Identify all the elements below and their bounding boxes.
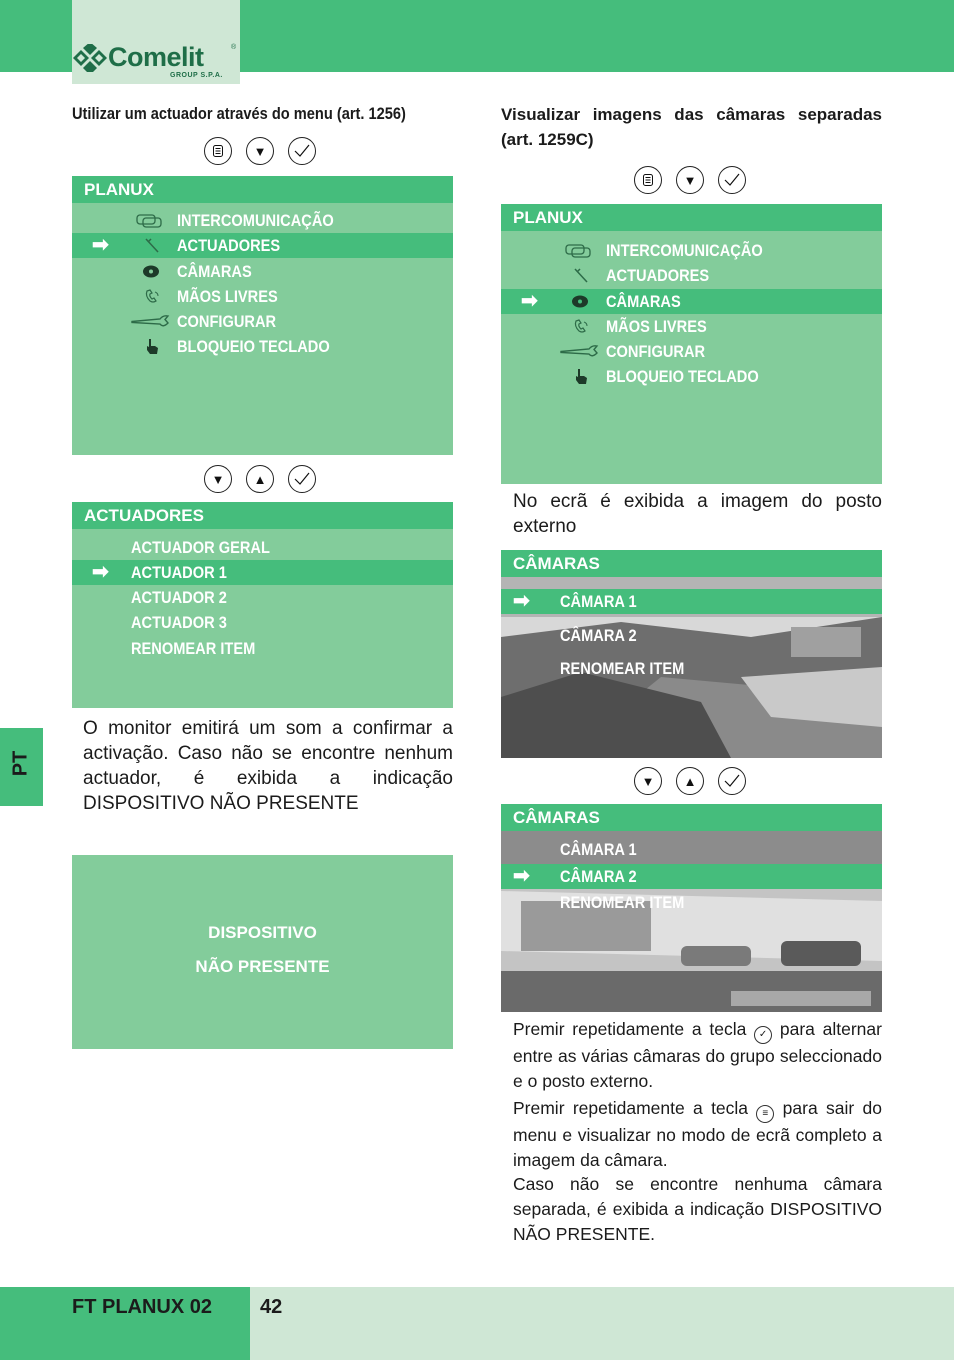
down-key-icon: ▼ <box>246 137 274 165</box>
menu-item-camaras[interactable]: CÂMARAS <box>72 259 453 284</box>
menu-title: PLANUX <box>72 176 453 203</box>
menu-key-icon: ≡ <box>756 1105 774 1123</box>
wrench-icon <box>559 343 601 360</box>
camera-icon <box>142 263 160 280</box>
down-key-icon: ▼ <box>204 465 232 493</box>
hand-pointer-icon <box>144 338 162 355</box>
menu-item-renomear[interactable]: RENOMEAR ITEM <box>560 893 685 912</box>
selection-arrow-icon: ➡ <box>92 234 109 256</box>
logo-registered: ® <box>231 44 237 51</box>
ok-key-icon <box>288 465 316 493</box>
menu-item-camara-2[interactable]: ➡ CÂMARA 2 <box>501 864 882 889</box>
selection-arrow-icon: ➡ <box>92 561 109 583</box>
actuator-icon <box>144 237 162 254</box>
left-keys-2 <box>204 465 316 493</box>
menu-item-camara-1[interactable]: ➡ CÂMARA 1 <box>501 589 882 614</box>
menu-item-actuador-3[interactable]: ACTUADOR 3 <box>131 613 227 632</box>
right-paragraph-2: Premir repetidamente a tecla ≡ para sair do menu e visualizar no modo de ecrã completo a imagem da câmara. <box>513 1098 882 1170</box>
ok-key-icon <box>718 767 746 795</box>
handsfree-icon <box>573 318 591 335</box>
footer-doc-code: FT PLANUX 02 <box>72 1296 213 1318</box>
right-menu-screen <box>501 204 882 484</box>
camera-menu-title: CÂMARAS <box>501 804 882 831</box>
menu-title: ACTUADORES <box>72 502 453 529</box>
intercom-icon <box>565 242 591 259</box>
notice-line-1: DISPOSITIVO <box>208 923 317 942</box>
logo-mark-icon <box>73 44 107 72</box>
intercom-icon <box>136 212 162 229</box>
menu-item-actuador-1[interactable]: ➡ ACTUADOR 1 <box>72 560 453 585</box>
ok-key-icon <box>288 137 316 165</box>
actuator-icon <box>573 267 591 284</box>
menu-item-intercom[interactable]: INTERCOMUNICAÇÃO <box>501 238 882 263</box>
selection-arrow-icon: ➡ <box>521 290 538 312</box>
menu-item-configurar[interactable]: CONFIGURAR <box>72 309 453 334</box>
up-key-icon: ▲ <box>246 465 274 493</box>
right-heading: Visualizar imagens das câmaras separadas (art. 1259C) <box>501 105 882 149</box>
notice-line-2: NÃO PRESENTE <box>195 957 330 976</box>
menu-item-maos-livres[interactable]: MÃOS LIVRES <box>501 314 882 339</box>
menu-item-configurar[interactable]: CONFIGURAR <box>501 339 882 364</box>
camera-screen-2 <box>501 804 882 1012</box>
menu-item-intercom[interactable]: INTERCOMUNICAÇÃO <box>72 208 453 233</box>
menu-item-camara-2[interactable]: CÂMARA 2 <box>560 626 637 645</box>
menu-key-icon <box>634 166 662 194</box>
camera-icon <box>571 293 589 310</box>
up-key-icon: ▲ <box>676 767 704 795</box>
right-paragraph-1: Premir repetidamente a tecla ✓ para alternar entre as várias câmaras do grupo seleccionado e o posto externo. <box>513 1019 882 1091</box>
menu-item-actuador-2[interactable]: ACTUADOR 2 <box>131 588 227 607</box>
menu-item-actuadores[interactable]: ➡ ACTUADORES <box>72 233 453 258</box>
menu-item-maos-livres[interactable]: MÃOS LIVRES <box>72 284 453 309</box>
logo-wordmark: Comelit <box>108 42 204 72</box>
actuadores-menu-screen <box>72 502 453 708</box>
menu-item-camaras[interactable]: ➡ CÂMARAS <box>501 289 882 314</box>
menu-item-actuador-geral[interactable]: ACTUADOR GERAL <box>131 538 270 557</box>
selection-arrow-icon: ➡ <box>513 590 530 612</box>
right-paragraph-3: Caso não se encontre nenhuma câmara separada, é exibida a indicação DISPOSITIVO NÃO PRESENTE. <box>513 1174 882 1244</box>
down-key-icon: ▼ <box>634 767 662 795</box>
menu-key-icon <box>204 137 232 165</box>
ok-key-icon: ✓ <box>754 1026 772 1044</box>
right-keys-2 <box>634 767 746 795</box>
left-keys-1 <box>204 137 316 165</box>
left-paragraph: O monitor emitirá um som a confirmar a activação. Caso não se encontre nenhum actuador, é exibida a indicação DISPOSITIVO NÃO PRESENTE <box>83 718 453 814</box>
camera-screen-1 <box>501 550 882 758</box>
menu-item-camara-1[interactable]: CÂMARA 1 <box>560 840 637 859</box>
right-keys-1 <box>634 166 746 194</box>
handsfree-icon <box>144 288 162 305</box>
menu-title: PLANUX <box>501 204 882 231</box>
menu-item-bloqueio[interactable]: BLOQUEIO TECLADO <box>501 364 882 389</box>
page-number: 42 <box>260 1296 283 1318</box>
left-menu-screen <box>72 176 453 455</box>
logo-subtitle: GROUP S.P.A. <box>170 72 223 79</box>
wrench-icon <box>130 313 172 330</box>
language-tab-label: PT <box>9 750 32 777</box>
camera-menu-title: CÂMARAS <box>501 550 882 577</box>
menu-item-renomear[interactable]: RENOMEAR ITEM <box>560 659 685 678</box>
menu-item-bloqueio[interactable]: BLOQUEIO TECLADO <box>72 334 453 359</box>
down-key-icon: ▼ <box>676 166 704 194</box>
right-caption: No ecrã é exibida a imagem do posto externo <box>513 491 882 537</box>
footer-right-band <box>250 1287 954 1360</box>
selection-arrow-icon: ➡ <box>513 865 530 887</box>
menu-item-renomear[interactable]: RENOMEAR ITEM <box>131 639 256 658</box>
notice-screen <box>72 855 453 1049</box>
left-heading: Utilizar um actuador através do menu (art. 1256) <box>72 104 406 123</box>
menu-item-actuadores[interactable]: ACTUADORES <box>501 263 882 288</box>
ok-key-icon <box>718 166 746 194</box>
hand-pointer-icon <box>573 368 591 385</box>
